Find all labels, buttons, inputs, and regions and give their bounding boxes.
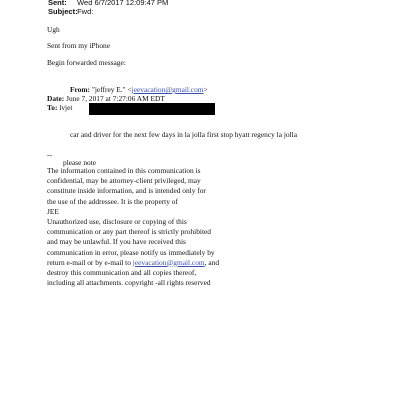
subject-row — [48, 7, 93, 16]
notice-line: Unauthorized use, disclosure or copying of this — [47, 216, 187, 226]
sent-value: Wed 6/7/2017 12:09:47 PM — [77, 0, 169, 7]
date-label: Date: — [47, 94, 65, 103]
notice-line: JEE — [47, 206, 59, 216]
date-value: June 7, 2017 at 7:27:06 AM EDT — [66, 94, 165, 103]
notice-line: The information contained in this communication is — [47, 166, 201, 175]
to-label: To: — [47, 103, 58, 112]
sent-row — [48, 0, 168, 7]
from-label: From: — [70, 85, 90, 94]
please-note-text: please note — [63, 158, 97, 167]
signature-text: Sent from my iPhone — [47, 41, 111, 50]
confidentiality-notice — [47, 166, 219, 288]
redaction-block — [89, 103, 215, 115]
greeting-text: Ugh — [47, 25, 60, 34]
forwarded-message-text: car and driver for the next few days in la jolla first stop hyatt regency la jolla — [70, 130, 297, 139]
from-name: "jeffrey E." < — [91, 85, 132, 94]
notice-line: the use of the addressee. It is the property of — [47, 196, 178, 206]
forwarded-date-row — [47, 94, 165, 103]
notice-line-post: , and — [204, 257, 220, 267]
forwarded-from-row — [70, 85, 208, 94]
notice-line: and may be unlawful. If you have received this — [47, 237, 186, 247]
forward-intro-text: Begin forwarded message: — [47, 58, 126, 67]
notice-line-pre: return e-mail or by e-mail to — [47, 257, 133, 267]
subject-label: Subject: — [48, 7, 78, 16]
notice-line-with-email — [47, 258, 219, 268]
notice-line: confidential, may be attorney-client privileged, may — [47, 176, 201, 186]
to-value: lvjet — [59, 103, 73, 112]
from-email-link[interactable]: jeevacation@gmail.com — [131, 85, 204, 94]
from-close: > — [203, 85, 208, 94]
subject-value: Fwd: — [77, 7, 94, 16]
notice-line: including all attachments. copyright -all rights reserved — [47, 278, 211, 288]
sent-label: Sent: — [48, 0, 67, 7]
notice-line: constitute inside information, and is intended only for — [47, 186, 206, 196]
notice-email-link[interactable]: jeevacation@gmail.com — [132, 257, 205, 267]
notice-line: communication in error, please notify us immediately by — [47, 247, 215, 257]
signature-separator: -- — [47, 150, 52, 159]
notice-line: communication or any part thereof is strictly prohibited — [47, 227, 211, 237]
notice-line: destroy this communication and all copies thereof, — [47, 267, 197, 277]
forwarded-to-row — [47, 103, 72, 112]
